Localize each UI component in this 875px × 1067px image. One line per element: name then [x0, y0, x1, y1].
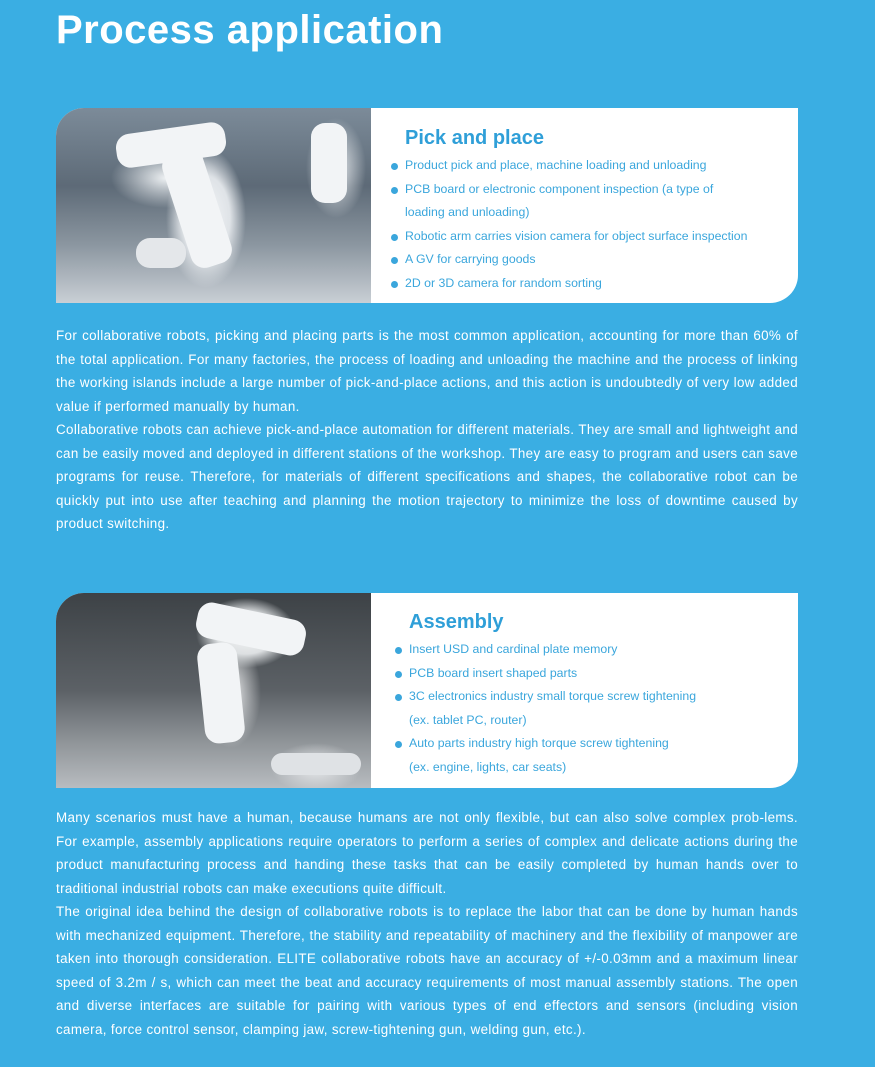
pick-and-place-text: [371, 108, 747, 303]
bullet-text: Robotic arm carries vision camera for object surface inspection: [405, 228, 748, 243]
bullet-dot-icon: [395, 741, 402, 748]
assembly-bullets: [393, 638, 696, 780]
list-item: [389, 272, 747, 296]
bullet-text: A GV for carrying goods: [405, 252, 536, 267]
body-paragraph: For collaborative robots, picking and placing parts is the most common application, accounting for more than 60% of the total application. For many factories, the process of loading and unloading the machine and the process of linking the working islands include a large number of pick-and-place actions, and this action is undoubtedly of very low added value if performed manually by human.: [56, 328, 798, 414]
bullet-text-continued: loading and unloading): [405, 205, 530, 220]
robot-arm-assembly-photo: [56, 593, 371, 788]
assembly-text: [371, 593, 696, 788]
bullet-text: Auto parts industry high torque screw tightening: [409, 736, 669, 751]
bullet-dot-icon: [391, 163, 398, 170]
robot-arm-pick-place-photo: [56, 108, 371, 303]
list-item: [393, 638, 696, 662]
body-paragraph: The original idea behind the design of collaborative robots is to replace the labor that can be done by human hands with mechanized equipment. Therefore, the stability and repeatability of machinery and the flexibility of manpower are taken into thorough consideration. ELITE collaborative robots have an accuracy of +/-0.03mm and a maximum linear speed of 3.2m / s, which can meet the beat and accuracy requirements of most manual assembly stations. The open and diverse interfaces are suitable for pairing with various types of end effectors and sensors (including vision camera, force control sensor, clamping jaw, screw-tightening gun, welding gun, etc.).: [56, 904, 798, 1037]
bullet-text: 3C electronics industry small torque screw tightening: [409, 689, 697, 704]
list-item: [393, 732, 696, 779]
bullet-dot-icon: [391, 234, 398, 241]
list-item: [389, 154, 747, 178]
bullet-text-continued: (ex. tablet PC, router): [409, 712, 527, 727]
body-paragraph: Collaborative robots can achieve pick-and-place automation for different materials. They are small and lightweight and can be easily moved and deployed in different stations of the workshop. They are easy to program and users can save programs for reuse. Therefore, for materials of different specifications and shapes, the collaborative robot can be quickly put into use after teaching and planning the motion trajectory to minimize the loss of downtime caused by product switching.: [56, 422, 798, 532]
page-title: Process application: [56, 8, 444, 52]
list-item: [393, 662, 696, 686]
pick-and-place-bullets: [389, 154, 747, 296]
list-item: [393, 685, 696, 732]
bullet-dot-icon: [395, 694, 402, 701]
bullet-text: Product pick and place, machine loading and unloading: [405, 158, 707, 172]
section-heading: Assembly: [409, 611, 504, 633]
assembly-card: [56, 593, 798, 788]
section-heading: Pick and place: [405, 127, 544, 149]
list-item: [389, 248, 747, 272]
bullet-dot-icon: [395, 647, 402, 654]
bullet-dot-icon: [391, 281, 398, 288]
bullet-text: PCB board or electronic component inspection (a type of: [405, 181, 714, 196]
bullet-text-continued: (ex. engine, lights, car seats): [409, 759, 567, 774]
bullet-text: PCB board insert shaped parts: [409, 665, 578, 680]
bullet-dot-icon: [391, 257, 398, 264]
pick-and-place-card: [56, 108, 798, 303]
list-item: [389, 225, 747, 249]
body-paragraph: Many scenarios must have a human, because humans are not only flexible, but can also solve complex prob-lems. For example, assembly applications require operators to perform a series of complex and delicate actions during the product manufacturing process and handing these tasks that can be easily completed by human hands over to traditional industrial robots can make executions quite difficult.: [56, 810, 798, 896]
list-item: [389, 178, 747, 225]
bullet-dot-icon: [395, 671, 402, 678]
bullet-text: 2D or 3D camera for random sorting: [405, 275, 602, 290]
bullet-text: Insert USD and cardinal plate memory: [409, 642, 618, 656]
bullet-dot-icon: [391, 187, 398, 194]
